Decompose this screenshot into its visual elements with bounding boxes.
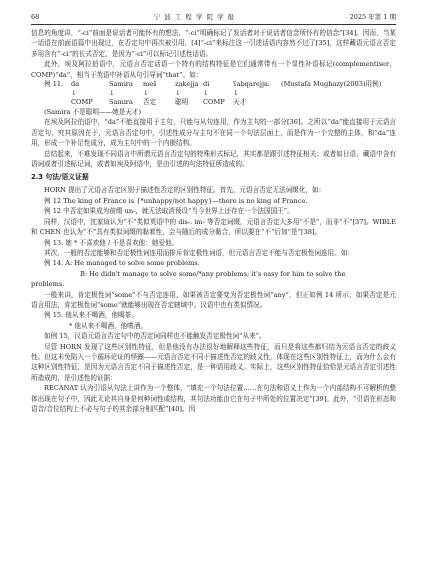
gloss: COMP: [203, 98, 225, 107]
example-14: [31, 258, 396, 289]
example-citation: (Mustafa Mughazy(2003)用例): [281, 80, 382, 89]
paragraph: 例 12 中否定如果成为前缀 un-，就无法取消预设“当今世界上还存在一个法国国王”。: [44, 207, 294, 216]
example-label: 例 13.: [44, 238, 64, 247]
paragraph: 一般来讲，肯定极性词“some”不与否定连用，如果被否定要变为否定极性词“any”，但正如例 14 所示，如果否定是元语言用法，肯定极性词“some”就能够出现在否定辖域中。汉语中也有类似情况。: [31, 290, 396, 309]
example-line-a: [31, 258, 396, 268]
gloss: 否定: [143, 98, 157, 107]
example-text: The king of France is {*unhappy/not happy}—there is no king of France.: [63, 196, 308, 205]
header-rule: [31, 24, 396, 25]
example-line-b-cont: problems.: [31, 280, 65, 289]
example-text: 她 * 不喜欢他 / 不是喜欢他：她爱他。: [65, 238, 179, 247]
gloss: Samira: [109, 98, 133, 107]
example-translation: (Samira 不是聪明——她是天才): [44, 108, 142, 117]
paragraph: 尽管 HORN 发现了这些区别性特征，但是他没有办法很好地解释这些特征，而只是将这些都归结为元语言否定的歧义性。但这未免陷入一个循环论证的怪圈——元语言否定不同于描述性否定的歧义性，体现在这些区别性特征上，而为什么会有这种区别性特征，是因为元语言否定不同于描述性否定，是一种语用歧义。实际上，这些区别性特征恰恰是元语言否定引述性所造成的，是引述性的证据：: [31, 342, 396, 382]
example-line: [31, 310, 396, 320]
down-arrow-icon: ↓: [203, 89, 209, 98]
paragraph: HORN 提出了元语言否定区别于描述性否定的区别性特征。首先，元语言否定无法词缀化，如：: [44, 186, 326, 195]
word: meš: [143, 80, 157, 89]
article-body: [31, 28, 396, 414]
down-arrow-icon: ↓: [233, 89, 239, 98]
example-label: 例 12: [44, 196, 62, 205]
example-11: [31, 80, 396, 117]
paragraph: 在埃及阿拉伯语中，“da”不能直接用于主句，只能与从句连用，作为主句的一部分[36]。之所以“da”能直接用于元语言否定句，究其原因在于，元语言否定句中，引述性成分与主句不在同一个句法层面上，而是作为一个完整的主体，和“da”连用，形成一个补足性成分，成为主句中的一个内嵌结构。: [31, 118, 396, 148]
paragraph: 其次，一般的否定能够和否定极性词连用而排斥肯定极性词语，但元语言否定不能与否定极性词连用。如：: [44, 248, 354, 257]
paragraph: 信息的角度讲，“-ci”前面是说话者可能怀有的想法，“-ci”明确标记了发话者对于说话者信念所怀有的信念”[34]。因而，当某一话语在前面语篇中出现过，在否定句中再次被引用，[4]“-ci”来标注这一引述话语内容然不过了[35]，这样藏语元语言否定多用含有“-ci”的长式否定，是因为“-ci”可以标记引述性话语。: [31, 29, 396, 58]
example-13: [31, 238, 396, 248]
word: Samira: [109, 80, 133, 89]
example-label: 例 15.: [44, 311, 64, 320]
example-12: [31, 196, 396, 206]
journal-title: 宁 波 工 程 学 院 学 报: [153, 13, 236, 21]
example-label: 例 14.: [44, 259, 64, 268]
example-gloss-line: [31, 98, 396, 107]
page-number: 68: [31, 13, 40, 21]
example-text: 他从来不喝酒，他喝茶。: [65, 311, 138, 320]
section-heading: 2.3 句法/语义证据: [31, 173, 89, 182]
paragraph: 如例 15，汉语元语言否定句中的否定词同样也不能触发否定极性词“从来”。: [44, 332, 266, 341]
down-arrow-icon: ↓: [71, 89, 77, 98]
example-label: 例 11.: [44, 80, 64, 89]
example-text: A: He managed to solve some problems.: [65, 259, 200, 268]
paragraph: 同样，汉语中，沈家煊认为“不”类似英语中的 dis-. im- 等否定词缀，元语言否定大多用“不是”，而非“不”[37]。WIBLE 和 CHEN 也认为“不”具有类似词缀的黏着性，会与随后的成分黏合，所以要在“不”后加“是”[38]。: [31, 217, 396, 237]
running-header: [31, 12, 396, 22]
paragraph: 总结起来，不难发现不同语言中所谓元语言否定句的特殊形式标记，其实都是跟引述特征相关；或者如日语、藏语中含有语词或者引述标记词，或者如埃及阿语中，是由引述的句法特征所造成的。: [31, 149, 396, 169]
gloss-arrows: [71, 89, 396, 98]
paragraph: 此外，埃及阿拉伯语中，元语言否定话语一个特有的结构特征是它们通常带有一个显性补语标记(complementiser，COMP)“da”，相当于英语中补语从句引导词“that”。如：: [31, 60, 396, 79]
example-line-b: B: He didn't manage to solve some/*any problems; it's easy for him to solve the: [80, 269, 346, 278]
gloss: 聪明: [175, 98, 189, 107]
example-line: * 他从来不喝酒，他嗜酒。: [69, 321, 147, 330]
example-source-line: [31, 80, 396, 89]
word: zakejja: [175, 80, 199, 89]
down-arrow-icon: ↓: [143, 89, 149, 98]
issue-label: 2025 年第 1 期: [349, 13, 396, 21]
word: ʕabqarejja.: [233, 80, 271, 89]
gloss: COMP: [71, 98, 93, 107]
word: da: [71, 80, 80, 89]
example-15: [31, 310, 396, 331]
down-arrow-icon: ↓: [175, 89, 181, 98]
down-arrow-icon: ↓: [109, 89, 115, 98]
word: di: [203, 80, 210, 89]
paragraph: RECANAT 认为引语从句法上讲作为一个整体，“填充一个句法位置……在句法和语义上作为一个内部结构不可解析的整体出现在句子中，因此无论其自身是何种词性或结构，其句法功能由它在句子中所处的位置决定”[39]。此外，“引语在形态和语音/音位结构上不必与句子的其余部分相匹配”[40]。因: [31, 384, 396, 413]
gloss: 天才: [233, 98, 247, 107]
